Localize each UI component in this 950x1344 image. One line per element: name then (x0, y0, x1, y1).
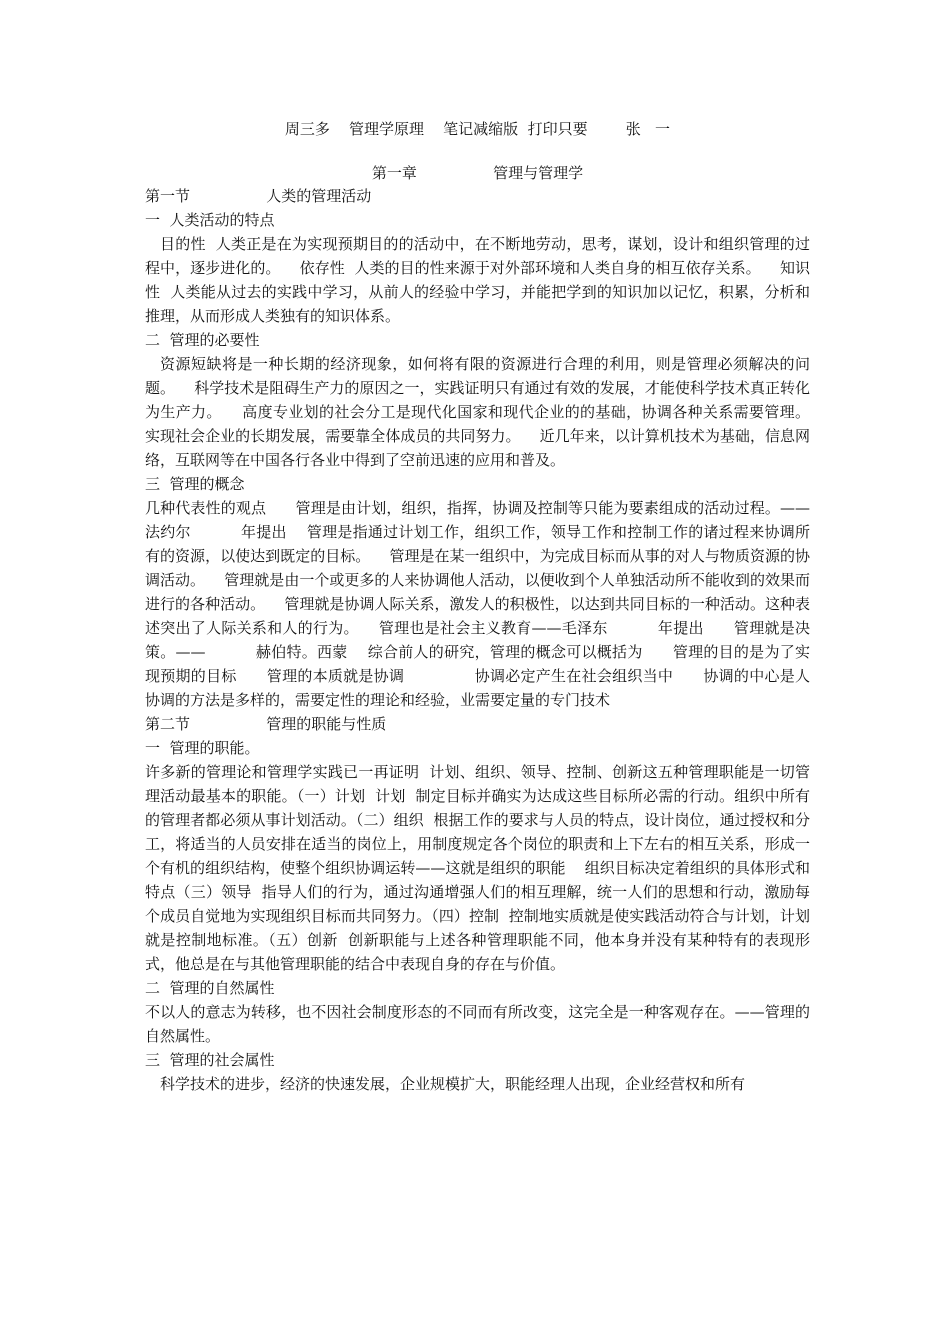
chapter-heading: 第一章 管理与管理学 (371, 164, 584, 182)
subsection-1-2-body: 资源短缺将是一种长期的经济现象，如何将有限的资源进行合理的利用，则是管理必须解决的问题。 科学技术是阻碍生产力的原因之一，实践证明只有通过有效的发展，才能使科学技术真正转化为生产力。 高度专业划的社会分工是现代化国家和现代企业的的基础，协调各种关系需要管理。 实现社会企业的长期发展，需要靠全体成员的共同努力。 近几年来，以计算机技术为基础，信息网络，互联网等在中国各行各业中得到了空前迅速的应用和普及。 (145, 355, 830, 469)
subsection-1-3-body: 几种代表性的观点 管理是由计划，组织，指挥，协调及控制等只能为要素组成的活动过程。——法约尔 年提出 管理是指通过计划工作，组织工作，领导工作和控制工作的诸过程来协调所有的资源，以使达到既定的目标。 管理是在某一组织中，为完成目标而从事的对人与物质资源的协调活动。 管理就是由一个或更多的人来协调他人活动，以便收到个人单独活动所不能收到的效果而进行的各种活动。 管理就是协调人际关系，激发人的积极性，以达到共同目标的一种活动。这种表述突出了人际关系和人的行为。 管理也是社会主义教育——毛泽东 年提出 管理就是决策。—— 赫伯特。西蒙 综合前人的研究，管理的概念可以概括为 管理的目的是为了实现预期的目标 管理的本质就是协调 协调必定产生在社会组织当中 协调的中心是人 协调的方法是多样的，需要定性的理论和经验，业需要定量的专门技术 (145, 499, 839, 709)
subsection-2-1-body: 许多新的管理论和管理学实践已一再证明 计划、组织、领导、控制、创新这五种管理职能是一切管理活动最基本的职能。（一）计划 计划 制定目标并确实为达成这些目标所必需的行动。组织中所有的管理者都必须从事计划活动。（二）组织 根据工作的要求与人员的特点，设计岗位，通过授权和分工，将适当的人员安排在适当的岗位上，用制度规定各个岗位的职责和上下左右的相互关系，形成一个有机的组织结构，使整个组织协调运转——这就是组织的职能 组织目标决定着组织的具体形式和特点（三）领导 指导人们的行为，通过沟通增强人们的相互理解，统一人们的思想和行动，激励每个成员自觉地为实现组织目标而共同努力。（四）控制 控制地实质就是使实践活动符合与计划，计划就是控制地标准。（五）创新 创新职能与上述各种管理职能不同，他本身并没有某种特有的表现形式，他总是在与其他管理职能的结合中表现自身的存在与价值。 (145, 763, 810, 973)
document-title: 周三多 管理学原理 笔记减缩版 打印只要 张 一 (284, 120, 671, 138)
subsection-2-3-heading: 三 管理的社会属性 (145, 1051, 275, 1069)
subsection-1-1-body: 目的性 人类正是在为实现预期目的的活动中，在不断地劳动，思考，谋划，设计和组织管理的过程中，逐步进化的。 依存性 人类的目的性来源于对外部环境和人类自身的相互依存关系。 知识性 人类能从过去的实践中学习，从前人的经验中学习，并能把学到的知识加以记忆，积累，分析和推理，从而形成人类独有的知识体系。 (145, 235, 810, 325)
document-page (145, 118, 839, 1096)
subsection-2-2-heading: 二 管理的自然属性 (145, 979, 275, 997)
section-1-heading: 第一节 人类的管理活动 (145, 187, 372, 205)
subsection-1-3-heading: 三 管理的概念 (145, 475, 245, 493)
subsection-1-2-heading: 二 管理的必要性 (145, 331, 260, 349)
subsection-2-1-heading: 一 管理的职能。 (145, 739, 260, 757)
subsection-2-3-body: 科学技术的进步，经济的快速发展，企业规模扩大，职能经理人出现，企业经营权和所有 (160, 1075, 746, 1093)
section-2-heading: 第二节 管理的职能与性质 (145, 715, 387, 733)
subsection-1-1-heading: 一 人类活动的特点 (145, 211, 275, 229)
subsection-2-2-body: 不以人的意志为转移，也不因社会制度形态的不同而有所改变，这完全是一种客观存在。——管理的自然属性。 (145, 1003, 810, 1045)
